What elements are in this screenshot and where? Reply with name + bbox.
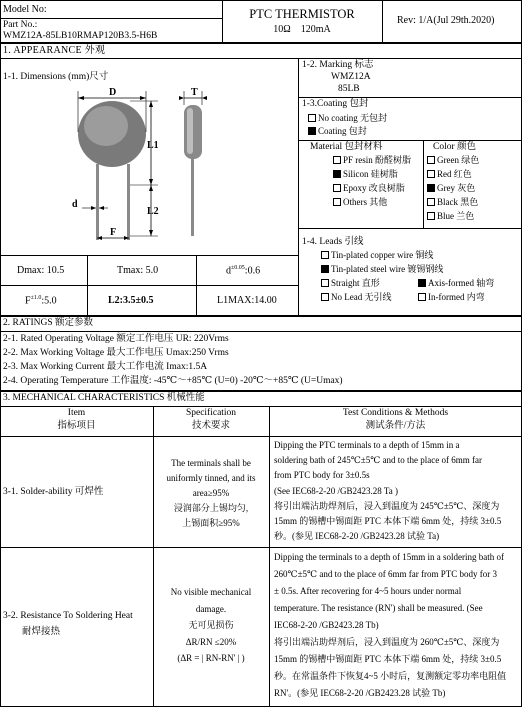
leads-option-checkbox[interactable] <box>321 279 329 287</box>
header-spec-cn: 技术要求 <box>191 421 230 431</box>
section3-title: 3. MECHANICAL CHARACTERISTICS 机械性能 <box>3 393 205 403</box>
dim-l2: L2:3.5±0.5 <box>108 295 154 306</box>
color-option-checkbox[interactable] <box>427 156 435 164</box>
leads-option-label: Straight 直形 <box>331 278 380 288</box>
material-option-2[interactable] <box>333 184 405 194</box>
dim-l1: L1MAX:14.00 <box>217 295 277 306</box>
row1-test: Dipping the PTC terminals to a depth of 15mm in a soldering bath of 245℃±5℃ and to the place of 6mm far from PTC body for 3±0.5s (See IEC68-2-20 /GB2423.28 Ta ) 将引出端沾助焊剂后，浸入到温度为 245℃±5℃、深度为 15mm 的锡槽中锡面距 PTC 本体下端 6mm 处，持续 3±0.5 秒。(参见 IEC68-2-20 /GB2423.28 试验 Ta) <box>274 440 502 542</box>
leads-option-checkbox[interactable] <box>321 293 329 301</box>
header-test: Test Conditions & Methods <box>342 408 449 418</box>
leads-option-3[interactable] <box>418 279 494 289</box>
rating-4: 2-4. Operating Temperature 工作温度: -45℃～+85℃ (U=0) -20℃～+85℃ (U=Umax) <box>3 376 343 386</box>
material-option-checkbox[interactable] <box>333 156 341 164</box>
coating-option-0[interactable] <box>308 114 387 124</box>
color-option-checkbox[interactable] <box>427 170 435 178</box>
leads-option-label: Tin-plated steel wire 镀锡钢线 <box>331 264 444 274</box>
label-T: T <box>191 87 198 98</box>
color-option-label: Blue 兰色 <box>437 211 475 221</box>
dim-dmax: Dmax: 10.5 <box>17 265 65 276</box>
row2-spec: No visible mechanical damage. 无可见损伤 ΔR/RN ≤20% (ΔR = | RN-RN' | ) <box>170 587 252 663</box>
color-option-label: Black 黑色 <box>437 197 479 207</box>
color-option-label: Grey 灰色 <box>437 183 476 193</box>
header-item-cn: 指标项目 <box>57 421 96 431</box>
material-option-0[interactable] <box>333 156 411 166</box>
leads-option-checkbox[interactable] <box>321 265 329 273</box>
doc-title: PTC THERMISTOR <box>249 7 355 21</box>
leads-option-label: No Lead 无引线 <box>331 292 392 302</box>
coating-option-checkbox[interactable] <box>308 114 316 122</box>
marking-line2: 85LB <box>338 84 360 94</box>
color-option-checkbox[interactable] <box>427 198 435 206</box>
row1-item: 3-1. Solder-ability 可焊性 <box>3 487 104 497</box>
rating-2: 2-2. Max Working Voltage 最大工作电压 Umax:250 Vrms <box>3 348 229 358</box>
rating-1: 2-1. Rated Operating Voltage 额定工作电压 UR: 220Vrms <box>3 334 229 344</box>
color-option-label: Green 绿色 <box>437 155 480 165</box>
leads-option-2[interactable] <box>321 279 380 289</box>
coating-option-label: Coating 包封 <box>318 126 367 136</box>
part-no-label: Part No.: <box>3 20 38 30</box>
color-option-1[interactable] <box>427 170 472 180</box>
row1-spec: The terminals shall be uniformly tinned, and its area≥95% 浸润部分上锡均匀, 上锡面积≥95% <box>166 458 256 528</box>
material-option-checkbox[interactable] <box>333 198 341 206</box>
revision: Rev: 1/A(Jul 29th.2020) <box>397 15 495 26</box>
part-no-value: WMZ12A-85LB10RMAP120B3.5-H6B <box>3 31 158 41</box>
material-option-3[interactable] <box>333 198 387 208</box>
color-option-checkbox[interactable] <box>427 212 435 220</box>
dimensions-label: 1-1. Dimensions (mm)尺寸 <box>3 72 109 82</box>
leads-option-4[interactable] <box>321 293 392 303</box>
leads-option-checkbox[interactable] <box>418 293 426 301</box>
header-test-cn: 测试条件/方法 <box>365 421 426 431</box>
color-label: Color 颜色 <box>433 142 477 152</box>
marking-line1: WMZ12A <box>331 72 371 82</box>
coating-option-label: No coating 无包封 <box>318 113 387 123</box>
color-option-label: Red 红色 <box>437 169 472 179</box>
leads-option-5[interactable] <box>418 293 485 303</box>
material-label: Material 包封材料 <box>310 142 383 152</box>
leads-label: 1-4. Leads 引线 <box>302 237 364 247</box>
header-spec: Specification <box>185 408 237 418</box>
section1-title: 1. APPEARANCE 外观 <box>3 45 106 56</box>
leads-option-label: Axis-formed 轴弯 <box>428 278 495 288</box>
dim-tmax: Tmax: 5.0 <box>117 265 159 276</box>
marking-label: 1-2. Marking 标志 <box>302 60 374 70</box>
leads-option-1[interactable] <box>321 265 443 275</box>
material-option-checkbox[interactable] <box>333 170 341 178</box>
material-option-label: Silicon 硅树脂 <box>343 169 398 179</box>
row2-test: Dipping the terminals to a depth of 15mm in a soldering bath of 260℃±5℃ and to the place of 6mm far from PTC body for 3 ± 0.5s. After recovering for 4~5 hours under normal temperature. The resistance (RN') shall be measured. (See IEC68-2-20 /GB2423.28 Tb) 将引出端沾助焊剂后，浸入到温度为 260℃±5℃、深度为 15mm 的锡槽中锡面距 PTC 本体下端 6mm 处，持续 3±0.5 秒。在常温条件下恢复4~5 小时后，复测额定零功率电阻值 RN'。(参见 IEC68-2-20 /GB2423.28 试验 Tb) <box>274 552 507 698</box>
doc-subtitle: 10Ω 120mA <box>273 24 331 35</box>
label-L1: L1 <box>147 140 159 151</box>
dim-f: $F^{\pm 1.0}:5.0$ <box>25 295 57 307</box>
label-L2: L2 <box>147 206 159 217</box>
leads-option-checkbox[interactable] <box>321 251 329 259</box>
leads-option-checkbox[interactable] <box>418 279 426 287</box>
material-option-1[interactable] <box>333 170 398 180</box>
dim-d: $d^{\pm 0.05}:0.6$ <box>226 265 261 277</box>
color-option-3[interactable] <box>427 198 478 208</box>
model-no-label: Model No: <box>3 4 47 15</box>
color-option-checkbox[interactable] <box>427 184 435 192</box>
coating-option-1[interactable] <box>308 127 367 137</box>
material-option-checkbox[interactable] <box>333 184 341 192</box>
dimension-drawing <box>40 86 260 256</box>
label-F: F <box>110 227 117 238</box>
leads-option-label: Tin-plated copper wire 铜线 <box>331 250 434 260</box>
color-option-4[interactable] <box>427 212 474 222</box>
leads-option-0[interactable] <box>321 251 433 261</box>
coating-label: 1-3.Coating 包封 <box>302 99 369 109</box>
header-item: Item <box>67 408 86 418</box>
coating-option-checkbox[interactable] <box>308 127 316 135</box>
color-option-2[interactable] <box>427 184 475 194</box>
material-option-label: PF resin 酚醛树脂 <box>343 155 412 165</box>
leads-option-label: In-formed 内弯 <box>428 292 485 302</box>
row2-item-cn: 耐焊接热 <box>22 627 61 637</box>
section2-title: 2. RATINGS 额定参数 <box>3 318 93 328</box>
material-option-label: Others 其他 <box>343 197 388 207</box>
row2-item: 3-2. Resistance To Soldering Heat <box>3 611 133 621</box>
rating-3: 2-3. Max Working Current 最大工作电流 Imax:1.5A <box>3 362 208 372</box>
label-D: D <box>109 87 117 98</box>
material-option-label: Epoxy 改良树脂 <box>343 183 405 193</box>
color-option-0[interactable] <box>427 156 479 166</box>
label-d: d <box>72 199 78 210</box>
